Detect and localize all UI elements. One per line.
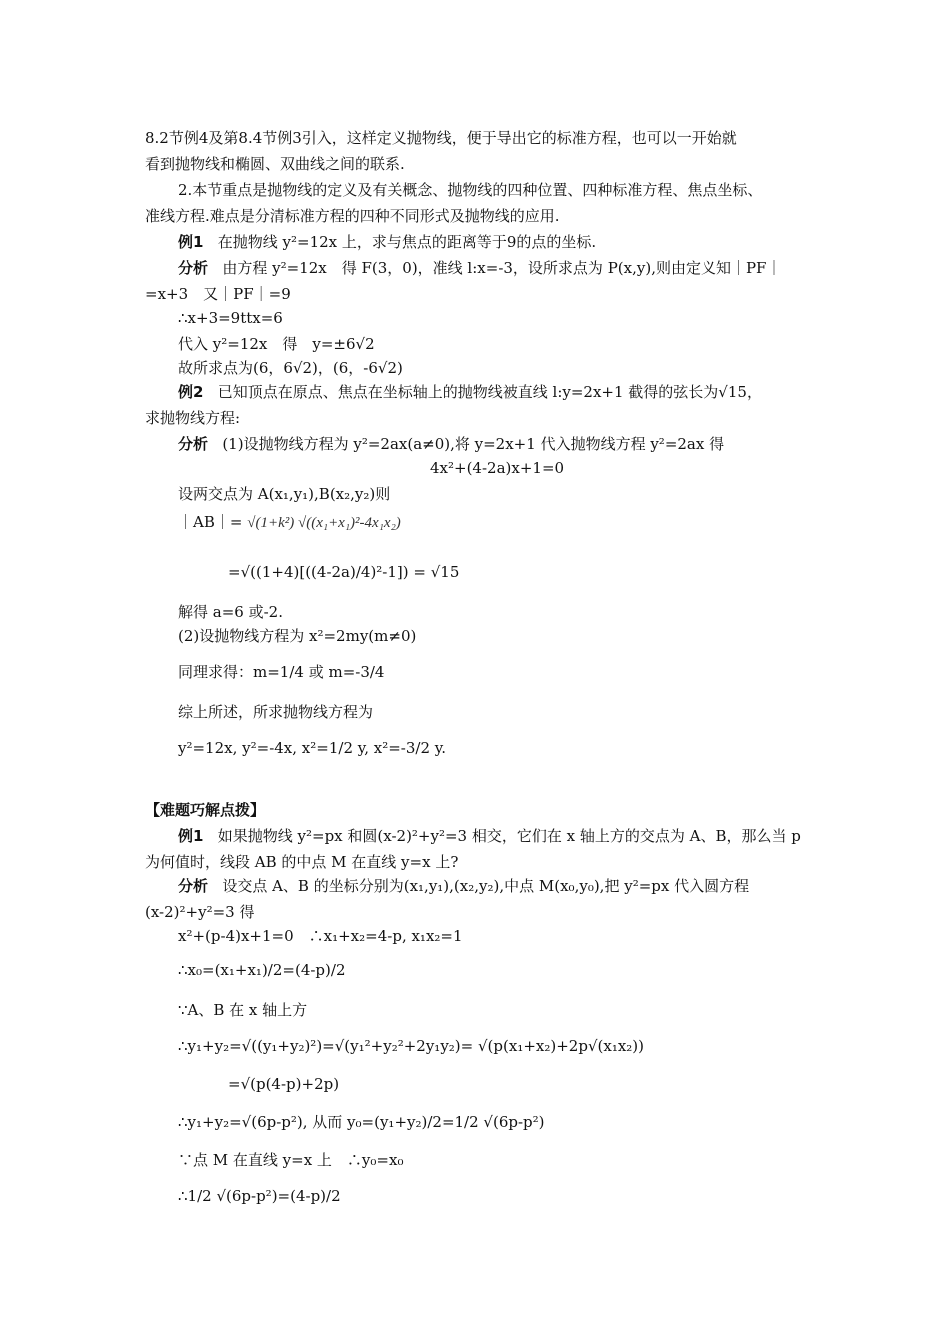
step: ∴1/2 √(6p-p²)=(4-p)/2 bbox=[178, 1187, 341, 1205]
step: x²+(p-4)x+1=0 ∴x₁+x₂=4-p, x₁x₂=1 bbox=[178, 927, 463, 945]
example-hard-1 bbox=[178, 826, 801, 846]
para-line: 看到抛物线和椭圆、双曲线之间的联系. bbox=[145, 155, 405, 173]
para-line: 2.本节重点是抛物线的定义及有关概念、抛物线的四种位置、四种标准方程、焦点坐标、 bbox=[178, 181, 763, 199]
analysis-label: 分析 bbox=[178, 435, 209, 453]
step: =√(p(4-p)+2p) bbox=[228, 1075, 340, 1093]
section-heading: 【难题巧解点拨】 bbox=[145, 801, 266, 819]
analysis-text: (1)设抛物线方程为 y²=2ax(a≠0),将 y=2x+1 代入抛物线方程 y²=2ax 得 bbox=[222, 435, 725, 453]
analysis-label: 分析 bbox=[178, 259, 209, 277]
example-2 bbox=[178, 382, 762, 402]
analysis-1 bbox=[178, 258, 781, 278]
step: 故所求点为(6，6√2)，(6，-6√2) bbox=[178, 359, 403, 377]
step: 设两交点为 A(x₁,y₁),B(x₂,y₂)则 bbox=[178, 485, 391, 503]
example-label: 例1 bbox=[178, 233, 204, 251]
example-text: 已知顶点在原点、焦点在坐标轴上的抛物线被直线 l:y=2x+1 截得的弦长为√15， bbox=[217, 383, 762, 401]
analysis-label: 分析 bbox=[178, 877, 209, 895]
step: ∵点 M 在直线 y=x 上 ∴y₀=x₀ bbox=[178, 1151, 404, 1169]
ab-label: ｜AB｜= bbox=[178, 513, 243, 531]
step: y²=12x, y²=-4x, x²=1/2 y, x²=-3/2 y. bbox=[178, 739, 447, 757]
analysis-text-cont: =x+3 又｜PF｜=9 bbox=[145, 285, 291, 303]
step: (2)设抛物线方程为 x²=2my(m≠0) bbox=[178, 627, 417, 645]
analysis-text-cont: (x-2)²+y²=3 得 bbox=[145, 903, 255, 921]
example-1 bbox=[178, 232, 596, 252]
formula: √(1+k²) √((x₁+x₁)²-4x₁x₂) bbox=[247, 515, 401, 531]
example-text-cont: 为何值时，线段 AB 的中点 M 在直线 y=x 上? bbox=[145, 853, 459, 871]
example-text: 如果抛物线 y²=px 和圆(x-2)²+y²=3 相交，它们在 x 轴上方的交点为 A、B，那么当 p bbox=[217, 827, 801, 845]
analysis-text: 设交点 A、B 的坐标分别为(x₁,y₁),(x₂,y₂),中点 M(x₀,y₀),把 y²=px 代入圆方程 bbox=[222, 877, 750, 895]
step: 同理求得：m=1/4 或 m=-3/4 bbox=[178, 663, 385, 681]
analysis-text: 由方程 y²=12x 得 F(3，0)，准线 l:x=-3，设所求点为 P(x,y),则由定义知｜PF｜ bbox=[222, 259, 782, 277]
step: 代入 y²=12x 得 y=±6√2 bbox=[178, 335, 375, 353]
step: 解得 a=6 或-2. bbox=[178, 603, 283, 621]
step: ∴y₁+y₂=√((y₁+y₂)²)=√(y₁²+y₂²+2y₁y₂)= √(p(x₁+x₂)+2p√(x₁x₂)) bbox=[178, 1037, 645, 1055]
example-label: 例1 bbox=[178, 827, 204, 845]
formula: =√((1+4)[((4-2a)/4)²-1]) = √15 bbox=[228, 563, 460, 581]
example-text: 在抛物线 y²=12x 上，求与焦点的距离等于9的点的坐标. bbox=[217, 233, 597, 251]
step: ∴x₀=(x₁+x₁)/2=(4-p)/2 bbox=[178, 961, 346, 979]
ab-formula bbox=[178, 512, 401, 533]
example-text-cont: 求抛物线方程: bbox=[145, 409, 241, 427]
step: 综上所述，所求抛物线方程为 bbox=[178, 703, 374, 721]
step: ∴x+3=9ttx=6 bbox=[178, 309, 283, 327]
analysis-hard bbox=[178, 876, 749, 896]
para-line: 准线方程.难点是分清标准方程的四种不同形式及抛物线的应用. bbox=[145, 207, 560, 225]
example-label: 例2 bbox=[178, 383, 204, 401]
para-line: 8.2节例4及第8.4节例3引入，这样定义抛物线，便于导出它的标准方程，也可以一开始就 bbox=[145, 129, 737, 147]
step: ∴y₁+y₂=√(6p-p²), 从而 y₀=(y₁+y₂)/2=1/2 √(6p-p²) bbox=[178, 1113, 545, 1131]
equation: 4x²+(4-2a)x+1=0 bbox=[430, 459, 565, 477]
step: ∵A、B 在 x 轴上方 bbox=[178, 1001, 308, 1019]
analysis-2 bbox=[178, 434, 724, 454]
